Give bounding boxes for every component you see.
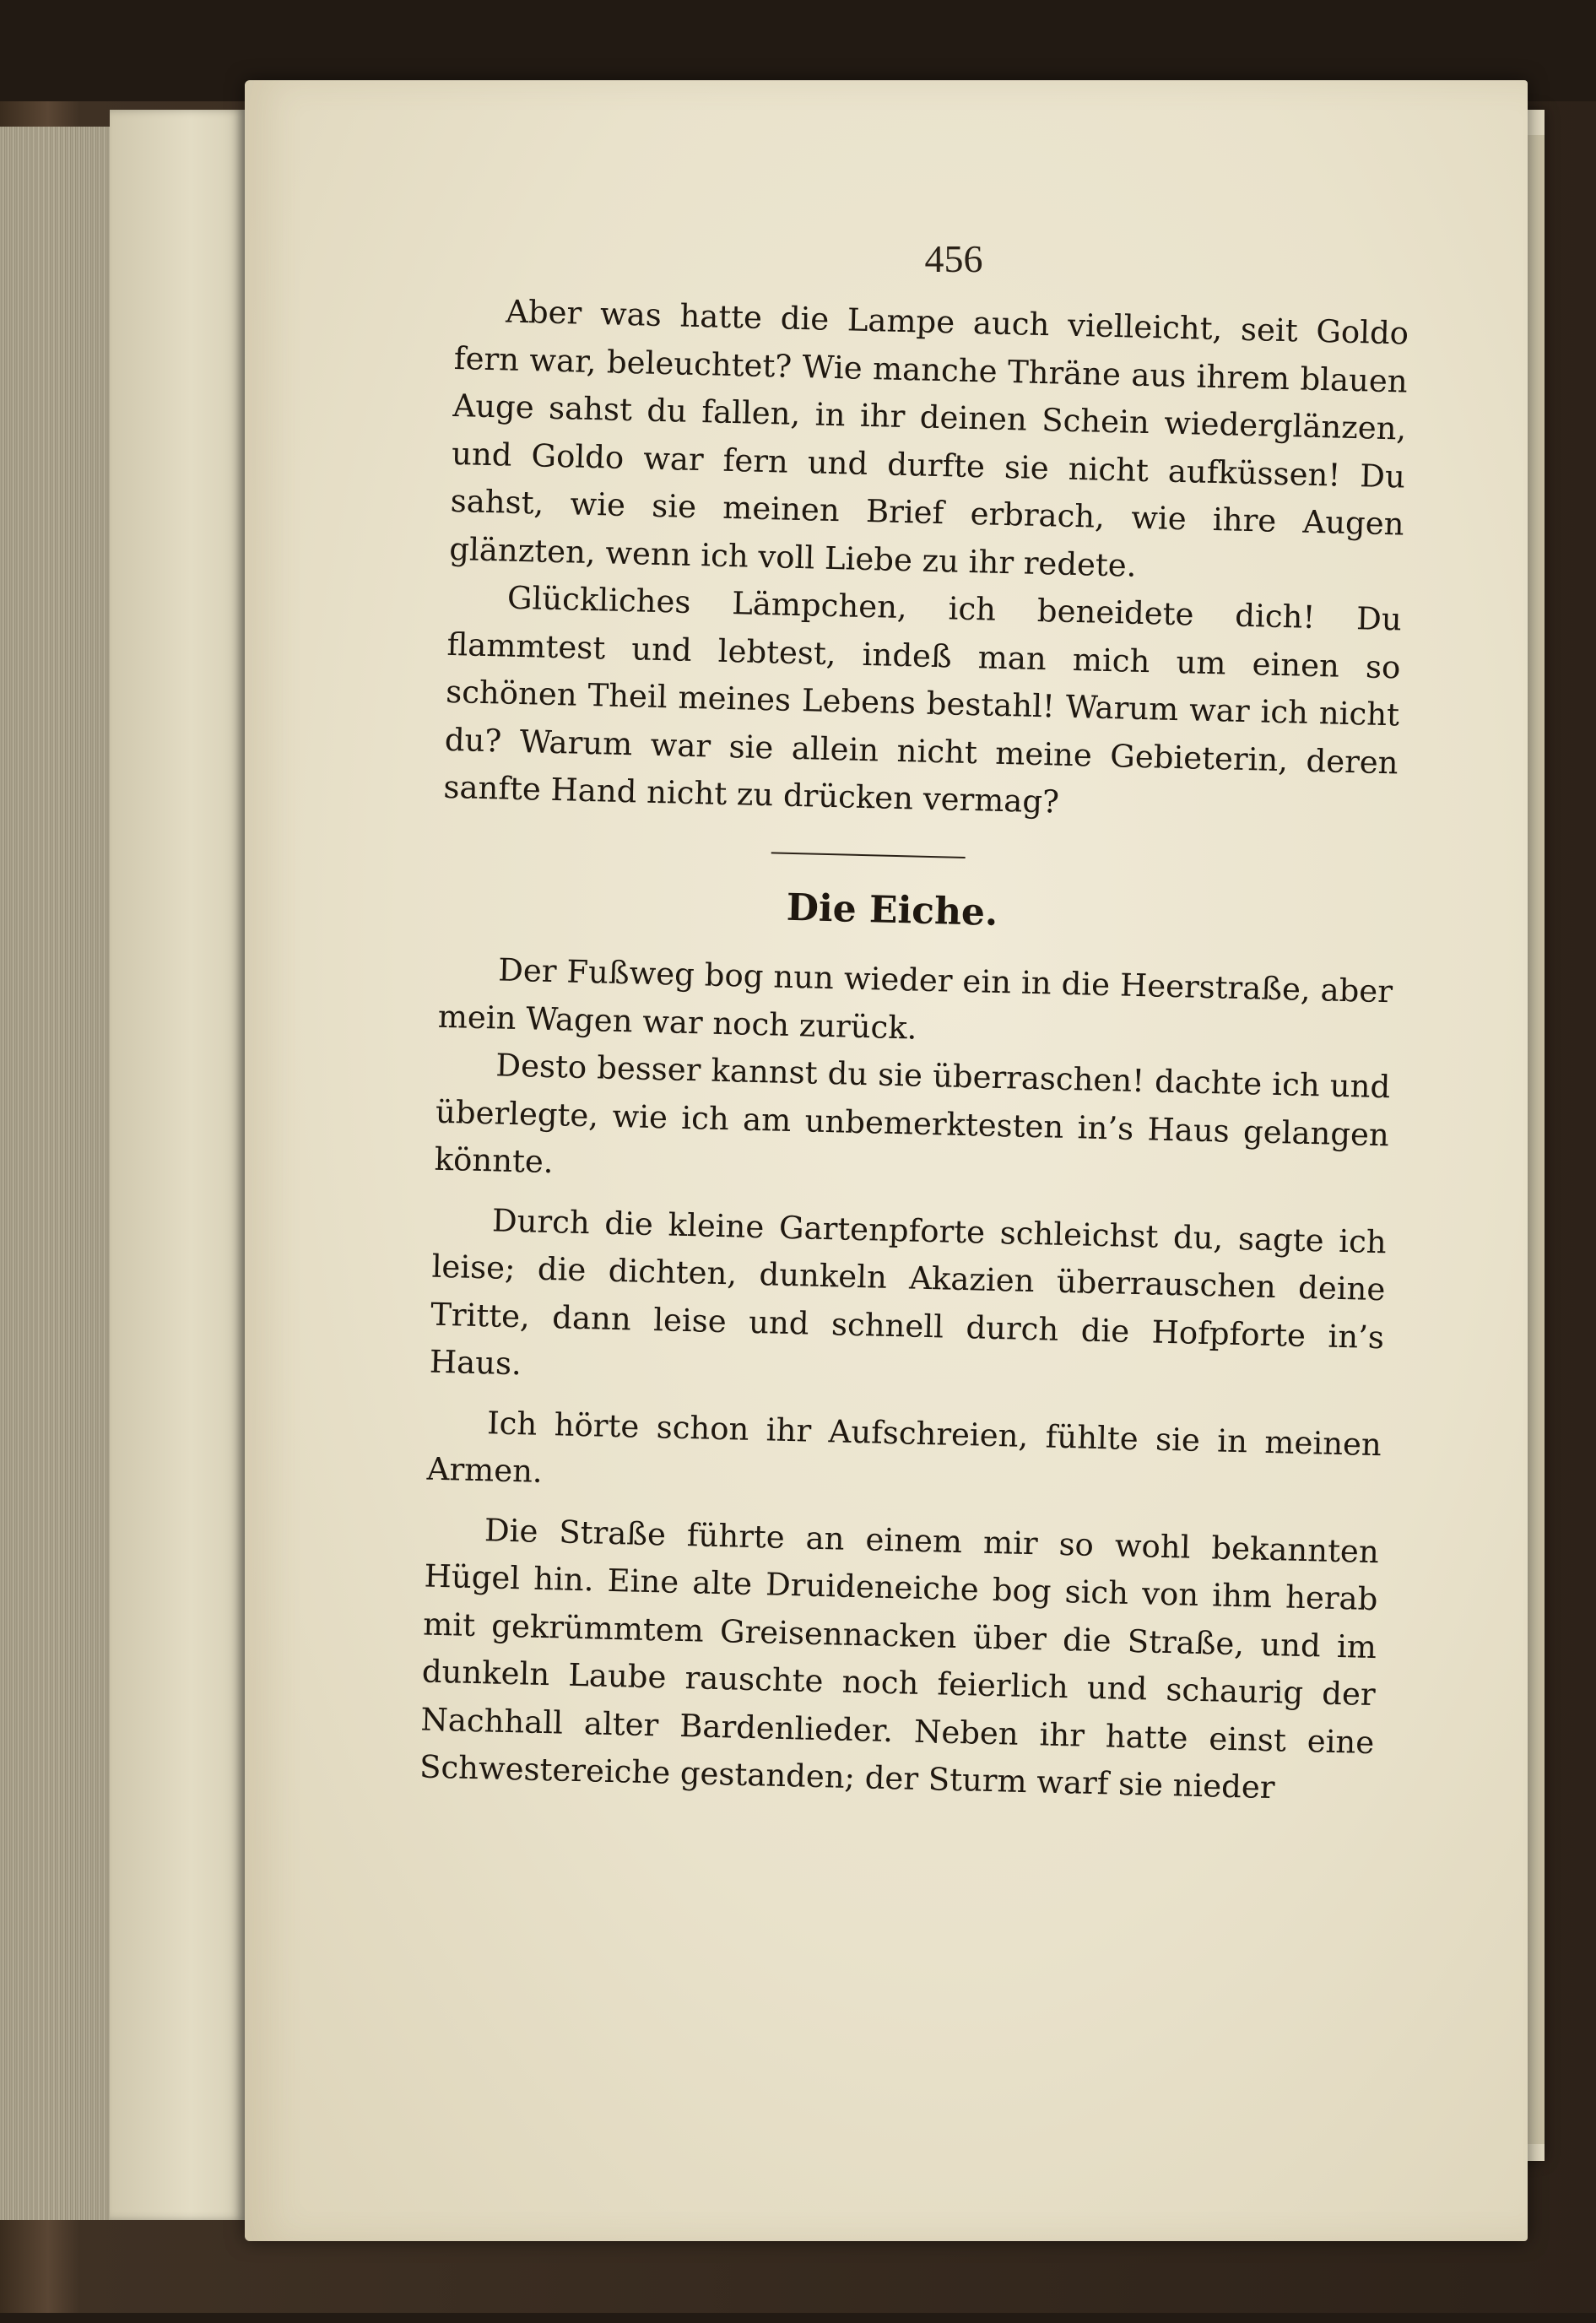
paragraph: Der Fußweg bog nun wieder ein in die Heerstraße, aber mein Wagen war noch zurück. (437, 951, 1393, 1047)
paragraph: Aber was hatte die Lampe auch vielleicht, seit Goldo fern war, beleuchtet? Wie manche Thräne aus ihrem blauen Auge sahst du fallen, in ihr deinen Schein wiederglänzen, und Goldo war fern und durfte sie nicht aufküssen! Du sahst, wie sie meinen Brief erbrach, wie ihre Augen glänzten, wenn ich voll Liebe zu ihr redete. (448, 293, 1409, 584)
page-edges (0, 127, 118, 2220)
paragraph: Durch die kleine Gartenpforte schleichst du, sagte ich leise; die dichten, dunkeln Akazien überrauschen deine Tritte, dann leise und schnell durch die Hofpforte in’s Haus. (429, 1201, 1388, 1383)
paragraph: Glückliches Lämpchen, ich beneidete dich! Du flammtest und lebtest, indeß man mich um einen so schönen Theil meines Lebens bestahl! Warum war ich nicht du? Warum war sie allein nicht meine Gebieterin, deren sanfte Hand nicht zu drücken vermag? (442, 579, 1403, 820)
page-text (419, 287, 1409, 1815)
section-divider (771, 852, 966, 858)
paragraph: Desto besser kannst du sie überraschen! dachte ich und überlegte, wie ich am unbemerktesten in’s Haus gelangen könnte. (434, 1047, 1391, 1181)
page-number: 456 (924, 237, 983, 280)
paragraph: Ich hörte schon ihr Aufschreien, fühlte sie in meinen Armen. (426, 1404, 1382, 1490)
section-heading: Die Eiche. (786, 885, 998, 934)
left-page-edge (110, 110, 245, 2220)
paragraph: Die Straße führte an einem mir so wohl bekannten Hügel hin. Eine alte Druideneiche bog sich von ihm herab mit gekrümmtem Greisennacken über die Straße, und im dunkeln Laube rauschte noch feierlich und schaurig der Nachhall alter Bardenlieder. Neben ihr hatte einst eine Schwestereiche gestanden; der Sturm warf sie nieder (419, 1511, 1380, 1806)
